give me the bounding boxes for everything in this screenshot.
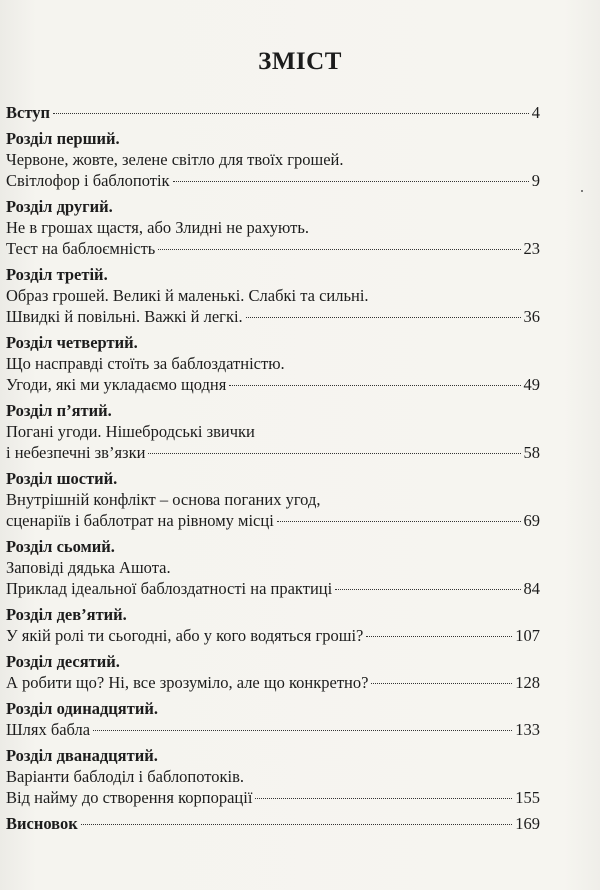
toc-entry (6, 332, 540, 395)
page-number: 169 (515, 814, 540, 833)
toc-entry-text: і небезпечні зв’язки (6, 443, 146, 462)
page-number: 84 (523, 579, 540, 598)
toc-dotted-line (6, 306, 540, 327)
chapter-subtitle-line: Червоне, жовте, зелене світло для твоїх грошей. (6, 150, 344, 169)
chapter-heading: Розділ дванадцятий. (6, 746, 158, 765)
chapter-subtitle-line: Погані угоди. Нішебродські звички (6, 422, 255, 441)
toc-entry (6, 102, 540, 123)
dot-leader (229, 385, 520, 386)
toc-entry-text: Угоди, які ми укладаємо щодня (6, 375, 227, 394)
toc-entry (6, 698, 540, 740)
dust-speck (581, 190, 583, 192)
chapter-heading: Розділ шостий. (6, 469, 118, 488)
toc-entry (6, 468, 540, 531)
toc-entry-text: А робити що? Ні, все зрозуміло, але що конкретно? (6, 673, 369, 692)
toc-dotted-line (6, 170, 540, 191)
toc-entry (6, 604, 540, 646)
page-number: 58 (523, 443, 540, 462)
toc-dotted-line (6, 787, 540, 808)
chapter-subtitle-line: Внутрішній конфлікт – основа поганих угод, (6, 490, 321, 509)
page-title: ЗМІСТ (258, 48, 342, 75)
chapter-subtitle-line: Заповіді дядька Ашота. (6, 558, 171, 577)
toc-entry (6, 651, 540, 693)
page-number: 4 (531, 103, 540, 122)
toc-dotted-line (6, 374, 540, 395)
chapter-heading: Розділ одинадцятий. (6, 699, 158, 718)
table-of-contents (6, 102, 540, 839)
toc-entry-text: Тест на баблоємність (6, 239, 156, 258)
toc-entry-text: Шлях бабла (6, 720, 91, 739)
toc-entry (6, 128, 540, 191)
toc-dotted-line (6, 813, 540, 834)
toc-dotted-line (6, 672, 540, 693)
page-number: 49 (523, 375, 540, 394)
chapter-heading: Розділ другий. (6, 197, 113, 216)
toc-entry-text: сценаріїв і баблотрат на рівному місці (6, 511, 274, 530)
dot-leader (93, 730, 512, 731)
dot-leader (148, 453, 520, 454)
chapter-subtitle-line: Варіанти баблоділ і баблопотоків. (6, 767, 245, 786)
page-number: 107 (515, 626, 540, 645)
dot-leader (246, 317, 521, 318)
dot-leader (173, 181, 529, 182)
page-number: 155 (515, 788, 540, 807)
toc-dotted-line (6, 719, 540, 740)
toc-entry-text: Приклад ідеальної баблоздатності на практиці (6, 579, 333, 598)
chapter-heading: Розділ дев’ятий. (6, 605, 127, 624)
toc-entry-text: Вступ (6, 103, 50, 122)
toc-dotted-line (6, 510, 540, 531)
toc-entry (6, 813, 540, 834)
page-number: 9 (531, 171, 540, 190)
page-number: 128 (515, 673, 540, 692)
toc-entry-text: Висновок (6, 814, 78, 833)
toc-dotted-line (6, 442, 540, 463)
toc-dotted-line (6, 238, 540, 259)
dot-leader (255, 798, 512, 799)
toc-entry-text: Світлофор і баблопотік (6, 171, 170, 190)
chapter-heading: Розділ перший. (6, 129, 120, 148)
toc-entry-text: Від найму до створення корпорації (6, 788, 253, 807)
dot-leader (335, 589, 520, 590)
page-number: 69 (523, 511, 540, 530)
toc-dotted-line (6, 625, 540, 646)
toc-entry (6, 400, 540, 463)
chapter-subtitle-line: Не в грошах щастя, або Злидні не рахують. (6, 218, 309, 237)
chapter-subtitle-line: Образ грошей. Великі й маленькі. Слабкі та сильні. (6, 286, 369, 305)
chapter-subtitle-line: Що насправді стоїть за баблоздатністю. (6, 354, 285, 373)
toc-entry-text: Швидкі й повільні. Важкі й легкі. (6, 307, 243, 326)
chapter-heading: Розділ десятий. (6, 652, 120, 671)
toc-entry (6, 196, 540, 259)
toc-dotted-line (6, 102, 540, 123)
dot-leader (371, 683, 512, 684)
dot-leader (277, 521, 521, 522)
chapter-heading: Розділ сьомий. (6, 537, 115, 556)
toc-entry-text: У якій ролі ти сьогодні, або у кого водяться гроші? (6, 626, 364, 645)
toc-dotted-line (6, 578, 540, 599)
dot-leader (53, 113, 529, 114)
chapter-heading: Розділ третій. (6, 265, 108, 284)
toc-entry (6, 745, 540, 808)
toc-entry (6, 536, 540, 599)
dot-leader (158, 249, 520, 250)
page-number: 23 (523, 239, 540, 258)
dot-leader (81, 824, 513, 825)
chapter-heading: Розділ п’ятий. (6, 401, 112, 420)
chapter-heading: Розділ четвертий. (6, 333, 138, 352)
toc-entry (6, 264, 540, 327)
page-number: 36 (523, 307, 540, 326)
page-number: 133 (515, 720, 540, 739)
dot-leader (366, 636, 512, 637)
